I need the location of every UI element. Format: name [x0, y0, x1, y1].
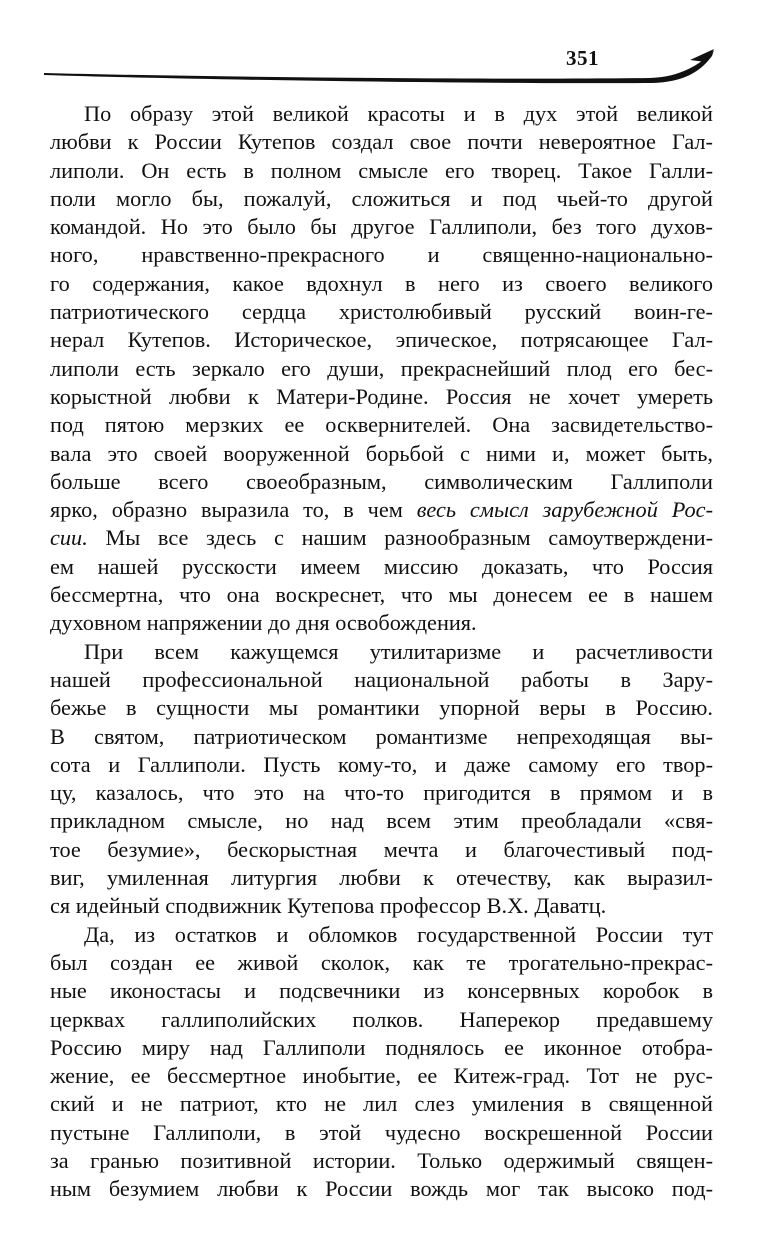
- page-number: 351: [566, 46, 599, 70]
- text-line: ного, нравственно-прекрасного и священно-национально-: [50, 242, 713, 268]
- header-swoosh-rule: [0, 0, 782, 90]
- text-line: командой. Но это было бы другое Галлиполи, без того духов-: [50, 214, 713, 240]
- text-line: При всем кажущемся утилитаризме и расчетливости: [84, 638, 713, 664]
- text-line: По образу этой великой красоты и в дух этой великой: [84, 101, 713, 126]
- text-line: ные иконостасы и подсвечники из консервных коробок в: [50, 978, 713, 1004]
- text-line: патриотического сердца христолюбивый русский воин-ге-: [50, 299, 713, 325]
- text-line: пустыне Галлиполи, в этой чудесно воскрешенной России: [50, 1119, 713, 1145]
- text-line: жение, ее бессмертное инобытие, ее Китеж-град. Тот не рус-: [50, 1063, 713, 1089]
- text-line: виг, умиленная литургия любви к отечеству, как выразил-: [50, 865, 713, 891]
- italic-emphasis: сии.: [50, 525, 88, 551]
- text-line: корыстной любви к Матери-Родине. Россия не хочет умереть: [50, 383, 713, 409]
- text-line: [50, 496, 713, 524]
- text-line: бежье в сущности мы романтики упорной веры в Россию.: [50, 695, 713, 721]
- text-run: ярко, образно выразила то, в чем: [50, 497, 417, 523]
- text-line: за гранью позитивной истории. Только одержимый священ-: [50, 1147, 713, 1173]
- text-line: вала это своей вооруженной борьбой с ними и, может быть,: [50, 440, 713, 466]
- text-line: нерал Кутепов. Историческое, эпическое, потрясающее Гал-: [50, 327, 713, 353]
- text-line: липоли. Он есть в полном смысле его творец. Такое Галли-: [50, 157, 713, 183]
- text-line: ся идейный сподвижник Кутепова профессор В.Х. Даватц.: [50, 893, 607, 919]
- text-line: был создан ее живой сколок, как те трогательно-прекрас-: [50, 949, 713, 975]
- text-line: любви к России Кутепов создал свое почти невероятное Гал-: [50, 129, 713, 155]
- text-line: прикладном смысле, но над всем этим преобладали «свя-: [50, 808, 713, 834]
- text-line: ным безумием любви к России вождь мог так высоко под-: [50, 1176, 713, 1202]
- text-line: духовном напряжении до дня освобождения.: [50, 610, 477, 636]
- text-line: ем нашей русскости имеем миссию доказать, что Россия: [50, 553, 713, 579]
- text-line: липоли есть зеркало его души, прекраснейший плод его бес-: [50, 355, 713, 381]
- text-line: тое безумие», бескорыстная мечта и благочестивый под-: [50, 836, 713, 862]
- text-line: Россию миру над Галлиполи поднялось ее иконное отобра-: [50, 1034, 713, 1060]
- text-line: [50, 524, 713, 552]
- text-line: ский и не патриот, кто не лил слез умиления в священной: [50, 1091, 713, 1117]
- text-line: В святом, патриотическом романтизме непреходящая вы-: [50, 723, 713, 749]
- text-line: бессмертна, что она воскреснет, что мы донесем ее в нашем: [50, 582, 713, 608]
- text-line: под пятою мерзких ее осквернителей. Она засвидетельство-: [50, 412, 713, 438]
- text-line: поли могло бы, пожалуй, сложиться и под чьей-то другой: [50, 185, 713, 211]
- text-line: Да, из остатков и обломков государственной России тут: [84, 921, 713, 947]
- running-header: [0, 0, 782, 90]
- text-line: цу, казалось, что это на что-то пригодится в прямом и в: [50, 780, 713, 806]
- body-text: [50, 100, 713, 1204]
- text-run: Мы все здесь с нашим разнообразным самоутверждени-: [87, 525, 713, 551]
- text-line: сота и Галлиполи. Пусть кому-то, и даже самому его твор-: [50, 751, 713, 777]
- italic-emphasis: весь смысл зарубежной Рос-: [416, 497, 713, 523]
- text-line: го содержания, какое вдохнул в него из своего великого: [50, 270, 713, 296]
- text-line: нашей профессиональной национальной работы в Зару-: [50, 666, 713, 692]
- text-line: больше всего своеобразным, символическим Галлиполи: [50, 468, 713, 494]
- text-line: церквах галлиполийских полков. Наперекор предавшему: [50, 1006, 713, 1032]
